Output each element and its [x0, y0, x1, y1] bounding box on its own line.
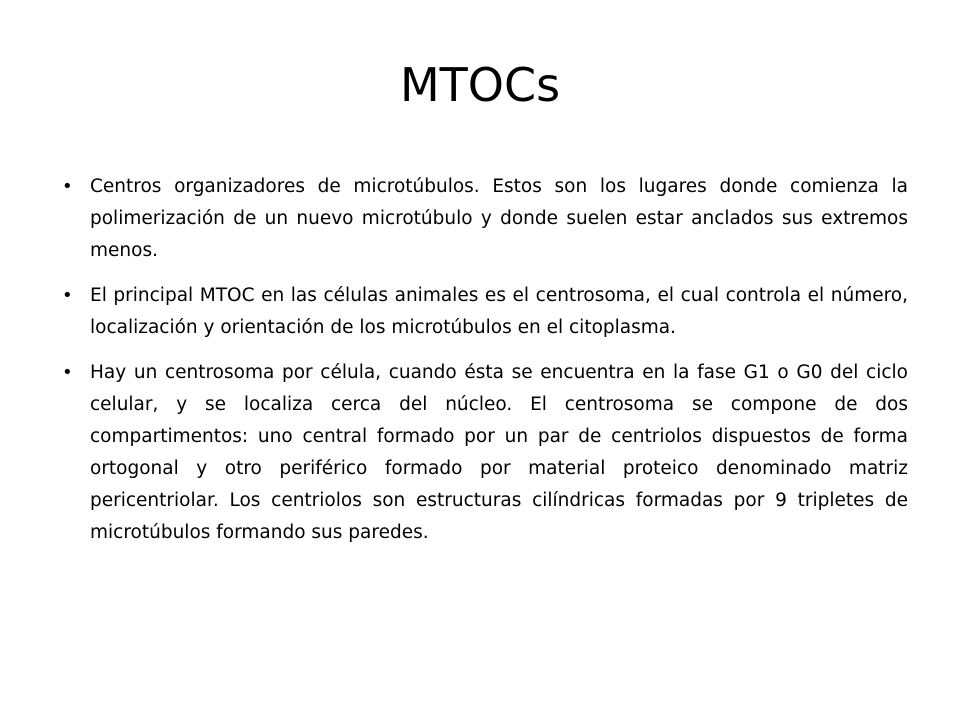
bullet-icon: • [62, 362, 73, 383]
bullet-text-3: Hay un centrosoma por célula, cuando ésta se encuentra en la fase G1 o G0 del ciclo celular, y se localiza cerca del núcleo. El centrosoma se compone de dos compartimentos: uno central formado por un par de centriolos dispuestos de forma ortogonal y otro periférico formado por material proteico denominado matriz pericentriolar. Los centriolos son estructuras cilíndricas formadas por 9 tripletes de microtúbulos formando sus paredes. [90, 362, 908, 543]
bullet-item-3 [62, 357, 908, 549]
bullet-item-1 [62, 171, 908, 267]
bullet-icon: • [62, 285, 73, 306]
slide-title: MTOCs [399, 58, 561, 112]
bullet-icon: • [62, 176, 73, 197]
bullet-text-2: El principal MTOC en las células animales es el centrosoma, el cual controla el número, localización y orientación de los microtúbulos en el citoplasma. [90, 285, 908, 338]
bullet-item-2 [62, 280, 908, 344]
bullet-list [62, 171, 908, 562]
bullet-text-1: Centros organizadores de microtúbulos. Estos son los lugares donde comienza la polimerización de un nuevo microtúbulo y donde suelen estar anclados sus extremos menos. [90, 176, 908, 261]
